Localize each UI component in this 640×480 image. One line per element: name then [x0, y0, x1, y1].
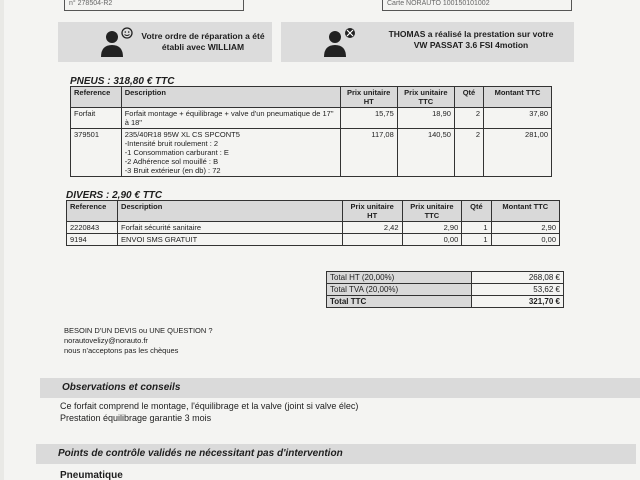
row-pu-ttc: 0,00 — [402, 234, 462, 246]
observations-bar — [40, 378, 640, 398]
observations-title: Observations et conseils — [62, 382, 181, 393]
col-pu-ttc: Prix unitaire TTC — [397, 87, 454, 108]
advisor-banner — [58, 22, 272, 62]
contact-note — [64, 326, 213, 356]
row-description: ENVOI SMS GRATUIT — [118, 234, 343, 246]
contact-question: BESOIN D'UN DEVIS ou UNE QUESTION ? — [64, 326, 213, 335]
divers-section-title: DIVERS : 2,90 € TTC — [66, 190, 163, 201]
row-qte: 2 — [454, 108, 483, 129]
row-pu-ht: 117,08 — [340, 129, 397, 177]
observation-line: Prestation équilibrage garantie 3 mois — [60, 413, 212, 423]
invoice-page — [4, 0, 640, 480]
table-row — [67, 222, 560, 234]
divers-header-row — [67, 201, 560, 222]
total-ht-row — [327, 272, 564, 284]
row-description — [121, 129, 340, 177]
technician-banner — [281, 22, 574, 62]
totals-table — [326, 271, 564, 308]
row-qte: 1 — [462, 234, 491, 246]
total-ttc-value: 321,70 € — [472, 296, 564, 308]
advisor-text: Votre ordre de réparation a été établi avec WILLIAM — [141, 31, 265, 52]
total-ttc-label: Total TTC — [327, 296, 472, 308]
pneus-table — [70, 86, 552, 177]
col-description: Description — [118, 201, 343, 222]
vehicle-model: VW PASSAT 3.6 FSI 4motion — [413, 40, 529, 50]
observation-line: Ce forfait comprend le montage, l'équilibrage et la valve (joint si valve élec) — [60, 401, 359, 411]
row-reference: 379501 — [71, 129, 122, 177]
tyre-spec: -1 Consommation carburant : E — [124, 148, 229, 157]
col-qte: Qté — [462, 201, 491, 222]
row-reference: Forfait — [71, 108, 122, 129]
col-reference: Reference — [71, 87, 122, 108]
control-subtitle: Pneumatique — [60, 470, 123, 480]
order-reference: n° 278504-R2 — [64, 0, 244, 11]
col-montant: Montant TTC — [491, 201, 559, 222]
row-montant: 0,00 — [491, 234, 559, 246]
tyre-spec: -2 Adhérence sol mouillé : B — [124, 157, 219, 166]
total-ht-label: Total HT (20,00%) — [327, 272, 472, 284]
technician-line-1: THOMAS a réalisé la prestation sur votre — [388, 29, 554, 39]
total-tva-row — [327, 284, 564, 296]
tyre-spec: -3 Bruit extérieur (en db) : 72 — [124, 166, 221, 175]
row-montant: 281,00 — [484, 129, 552, 177]
row-pu-ttc: 18,90 — [397, 108, 454, 129]
observations-text — [60, 400, 358, 424]
table-row — [71, 129, 552, 177]
row-pu-ttc: 2,90 — [402, 222, 462, 234]
row-pu-ht: 15,75 — [340, 108, 397, 129]
row-montant: 37,80 — [484, 108, 552, 129]
pneus-header-row — [71, 87, 552, 108]
contact-email: norautovelizy@norauto.fr — [64, 336, 148, 345]
payment-note: nous n'acceptons pas les chèques — [64, 346, 179, 355]
total-ht-value: 268,08 € — [472, 272, 564, 284]
col-description: Description — [121, 87, 340, 108]
row-reference: 9194 — [67, 234, 118, 246]
row-reference: 2220843 — [67, 222, 118, 234]
col-montant: Montant TTC — [484, 87, 552, 108]
pneus-section-title: PNEUS : 318,80 € TTC — [70, 76, 175, 87]
col-pu-ht: Prix unitaire HT — [342, 201, 402, 222]
tyre-spec: -Intensité bruit roulement : 2 — [124, 139, 219, 148]
row-description: Forfait sécurité sanitaire — [118, 222, 343, 234]
row-description: Forfait montage + équilibrage + valve d'un pneumatique de 17" à 18" — [121, 108, 340, 129]
col-pu-ttc: Prix unitaire TTC — [402, 201, 462, 222]
total-ttc-row — [327, 296, 564, 308]
row-qte: 1 — [462, 222, 491, 234]
row-pu-ht: 2,42 — [342, 222, 402, 234]
row-pu-ht — [342, 234, 402, 246]
col-reference: Reference — [67, 201, 118, 222]
row-montant: 2,90 — [491, 222, 559, 234]
technician-person-icon — [321, 26, 357, 58]
col-pu-ht: Prix unitaire HT — [340, 87, 397, 108]
row-qte: 2 — [454, 129, 483, 177]
table-row — [71, 108, 552, 129]
tyre-model: 235/40R18 95W XL CS SPCONT5 — [124, 130, 240, 139]
card-reference: Carte NORAUTO 100150101002 — [382, 0, 572, 11]
technician-text — [371, 29, 571, 51]
table-row — [67, 234, 560, 246]
top-reference-band — [4, 0, 640, 16]
divers-table — [66, 200, 560, 246]
advisor-person-icon — [98, 26, 134, 58]
total-tva-value: 53,62 € — [472, 284, 564, 296]
col-qte: Qté — [454, 87, 483, 108]
total-tva-label: Total TVA (20,00%) — [327, 284, 472, 296]
row-pu-ttc: 140,50 — [397, 129, 454, 177]
control-points-bar — [36, 444, 636, 464]
control-points-title: Points de contrôle validés ne nécessitant pas d'intervention — [58, 448, 343, 459]
